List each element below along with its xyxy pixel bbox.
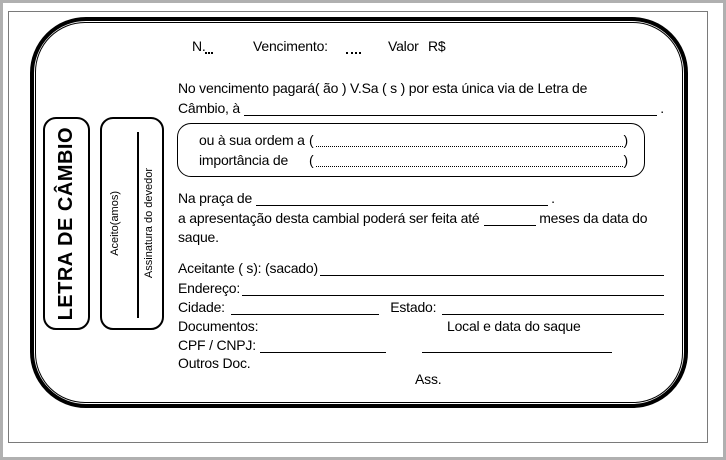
title-box	[43, 117, 90, 330]
due-date-label: Vencimento:	[253, 38, 328, 54]
amount-fill-dots	[316, 155, 622, 167]
place-line	[178, 189, 664, 208]
order-close-paren: )	[623, 132, 628, 148]
acceptance-box	[100, 117, 164, 330]
documents-label: Documentos:	[178, 318, 259, 334]
months-fill-line	[484, 212, 536, 226]
order-amount-box	[177, 123, 645, 177]
number-fill-dots	[205, 52, 213, 54]
debtor-signature-column	[141, 119, 157, 328]
city-fill-line	[231, 301, 379, 315]
state-fill-line	[442, 301, 664, 315]
local-date-label: Local e data do saque	[447, 318, 581, 334]
value-label: Valor	[388, 38, 419, 54]
amount-label: importância de	[199, 152, 289, 168]
document-title: LETRA DE CÂMBIO	[55, 126, 77, 321]
debtor-signature-label: Assinatura do devedor	[142, 168, 155, 279]
presentation-suffix: meses da data do	[535, 210, 648, 226]
bill-of-exchange-sheet	[30, 17, 688, 408]
acceptor-line	[178, 259, 664, 278]
amount-open-paren: (	[309, 152, 314, 168]
due-date-fill-dots	[346, 52, 361, 54]
order-fill-dots	[316, 135, 622, 147]
acceptor-label: Aceitante ( s): (sacado)	[178, 260, 318, 276]
presentation-continuation: saque.	[178, 229, 219, 245]
debtor-signature-line	[137, 132, 139, 318]
presentation-line	[178, 209, 664, 228]
other-docs-label: Outros Doc.	[178, 355, 251, 371]
presentation-prefix: a apresentação desta cambial poderá ser feita até	[178, 210, 480, 226]
address-label: Endereço:	[178, 280, 241, 296]
payment-clause-line2-prefix: Câmbio, à	[178, 100, 241, 116]
order-open-paren: (	[309, 132, 314, 148]
drawer-signature-label: Ass.	[415, 371, 442, 387]
beneficiary-fill-line	[244, 102, 657, 116]
address-line	[178, 279, 664, 298]
accept-label: Aceito(amos)	[108, 191, 121, 256]
order-row	[199, 130, 628, 150]
cpf-line	[178, 336, 664, 355]
payment-clause-line1: No vencimento pagará( ão ) V.Sa ( s ) por esta única via de Letra de	[178, 80, 588, 96]
cpf-label: CPF / CNPJ:	[178, 337, 260, 353]
amount-close-paren: )	[623, 152, 628, 168]
place-prefix: Na praça de	[178, 190, 253, 206]
currency-label: R$	[428, 38, 446, 54]
city-label: Cidade:	[178, 299, 229, 315]
payment-clause-line2-suffix: .	[660, 100, 664, 116]
address-fill-line	[242, 282, 664, 296]
order-label: ou à sua ordem a	[199, 132, 305, 148]
amount-row	[199, 150, 628, 170]
state-label: Estado:	[386, 299, 441, 315]
cpf-fill-line	[260, 339, 386, 353]
accept-label-column	[107, 119, 123, 328]
acceptor-fill-line	[320, 262, 664, 276]
place-fill-line	[256, 192, 548, 206]
local-date-fill-line	[422, 339, 612, 353]
city-state-line	[178, 298, 664, 317]
payment-clause-line2	[178, 99, 664, 118]
number-label: N.	[192, 38, 206, 54]
place-suffix: .	[551, 190, 555, 206]
